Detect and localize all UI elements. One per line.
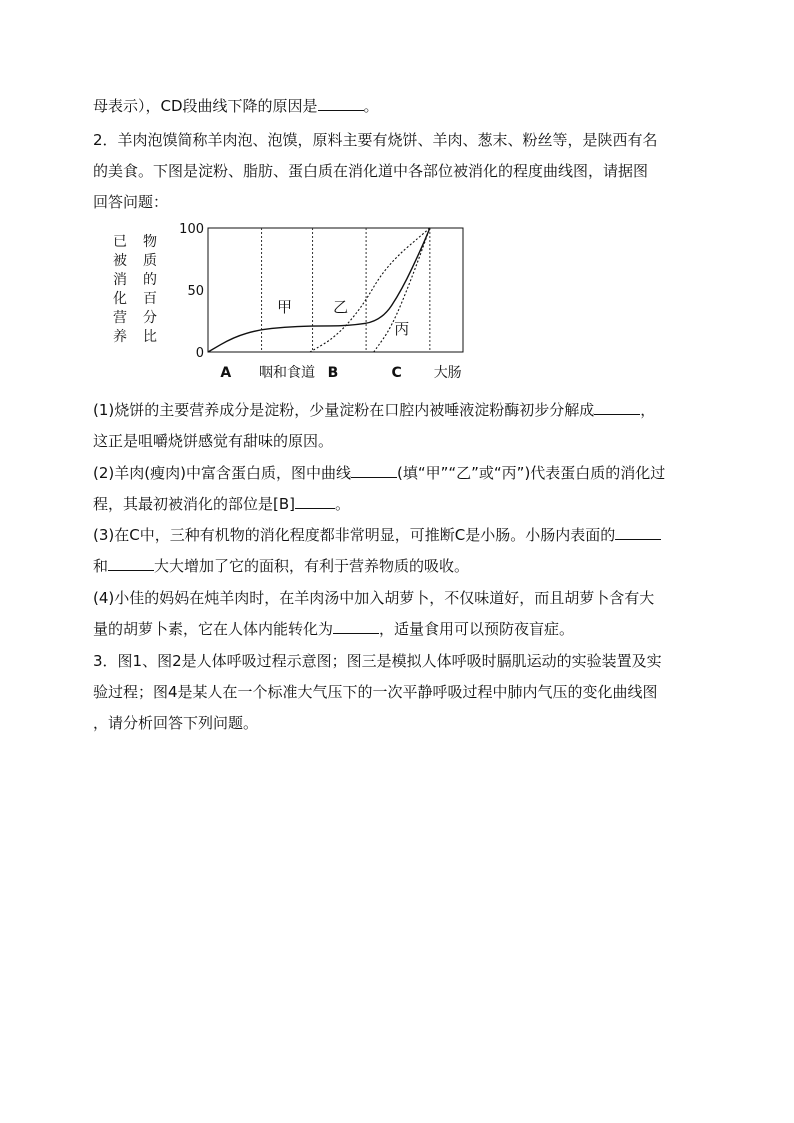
q2-part3-line-1 (93, 525, 661, 545)
q2-part2-hint: (填“甲”“乙”或“丙”)代表蛋白质的消化过 (396, 464, 666, 482)
q2-part2-line-2 (93, 494, 350, 514)
q2-part1-comma: ， (640, 401, 656, 419)
series-label-1: 甲 (276, 298, 293, 316)
q2-intro-line-2: 的美食。下图是淀粉、脂肪、蛋白质在消化道中各部位被消化的程度曲线图，请据图 (93, 162, 649, 180)
q2-intro-line-1: 2．羊肉泡馍简称羊肉泡、泡馍，原料主要有烧饼、羊肉、葱末、粉丝等，是陕西有名 (93, 131, 658, 149)
q2-part3-text: (3)在C中，三种有机物的消化程度都非常明显，可推断C是小肠。小肠内表面的 (93, 526, 616, 544)
y-tick-0: 0 (195, 346, 204, 361)
q2-part2-line-1 (93, 463, 665, 483)
region-label-2: 咽和食道 (259, 365, 316, 381)
q2-part1-line-1 (93, 400, 655, 420)
region-label-3: B (327, 365, 339, 381)
ylabel-left-char: 已 (113, 234, 127, 250)
q2-part4-line-2 (93, 619, 574, 639)
ylabel-right-char: 物 (143, 234, 157, 250)
answer-blank[interactable] (318, 96, 364, 111)
answer-blank-part2b[interactable] (295, 494, 335, 509)
region-label-1: A (220, 365, 232, 381)
q2-part4-text-2: ，适量食用可以预防夜盲症。 (379, 620, 575, 638)
q2-part2-text: (2)羊肉(瘦肉)中富含蛋白质，图中曲线 (93, 464, 351, 482)
answer-blank-part2a[interactable] (351, 463, 397, 478)
q2-part3-text-2: 大大增加了它的面积，有利于营养物质的吸收。 (154, 557, 470, 575)
region-label-4: C (391, 365, 402, 381)
ylabel-right-char: 分 (143, 310, 157, 326)
ylabel-right-char: 比 (143, 329, 157, 345)
q1-tail-end: 。 (363, 97, 379, 115)
ylabel-left-char: 被 (113, 253, 127, 269)
q2-part1-line-2: 这正是咀嚼烧饼感觉有甜味的原因。 (93, 432, 334, 450)
ylabel-right-char: 质 (143, 253, 157, 269)
q1-tail-line (93, 96, 379, 116)
ylabel-left-char: 营 (113, 310, 127, 326)
curve-series-2 (310, 228, 430, 352)
q2-part2-text-2: 程，其最初被消化的部位是[B] (93, 495, 295, 513)
series-label-2: 乙 (333, 298, 349, 316)
q2-part4-text: 量的胡萝卜素，它在人体内能转化为 (93, 620, 334, 638)
y-tick-50: 50 (187, 284, 204, 299)
series-label-3: 丙 (394, 320, 410, 338)
q2-part3-and: 和 (93, 557, 109, 575)
ylabel-left-char: 养 (113, 329, 127, 345)
q2-part3-line-2 (93, 556, 469, 576)
region-label-5: 大肠 (433, 365, 462, 381)
ylabel-right-char: 百 (143, 291, 157, 307)
y-tick-100: 100 (179, 222, 204, 237)
answer-blank-part4[interactable] (333, 619, 379, 634)
q3-line-1: 3．图1、图2是人体呼吸过程示意图；图三是模拟人体呼吸时膈肌运动的实验装置及实 (93, 652, 662, 670)
answer-blank-part3a[interactable] (615, 525, 661, 540)
digestion-chart-svg (100, 220, 480, 385)
q3-line-3: ，请分析回答下列问题。 (93, 714, 259, 732)
ylabel-left-char: 化 (113, 291, 127, 307)
answer-blank-part1[interactable] (594, 400, 640, 415)
q2-part1-text: (1)烧饼的主要营养成分是淀粉，少量淀粉在口腔内被唾液淀粉酶初步分解成 (93, 401, 595, 419)
q2-intro-line-3: 回答问题： (93, 193, 169, 211)
q2-part4-line-1: (4)小佳的妈妈在炖羊肉时，在羊肉汤中加入胡萝卜，不仅味道好，而且胡萝卜含有大 (93, 589, 655, 607)
q2-part2-end: 。 (335, 495, 351, 513)
q3-line-2: 验过程；图4是某人在一个标准大气压下的一次平静呼吸过程中肺内气压的变化曲线图 (93, 683, 658, 701)
ylabel-left-char: 消 (113, 272, 127, 288)
ylabel-right-char: 的 (143, 272, 157, 288)
q1-tail-text: 母表示），CD段曲线下降的原因是 (93, 97, 318, 115)
digestion-chart (100, 220, 480, 389)
answer-blank-part3b[interactable] (108, 556, 154, 571)
